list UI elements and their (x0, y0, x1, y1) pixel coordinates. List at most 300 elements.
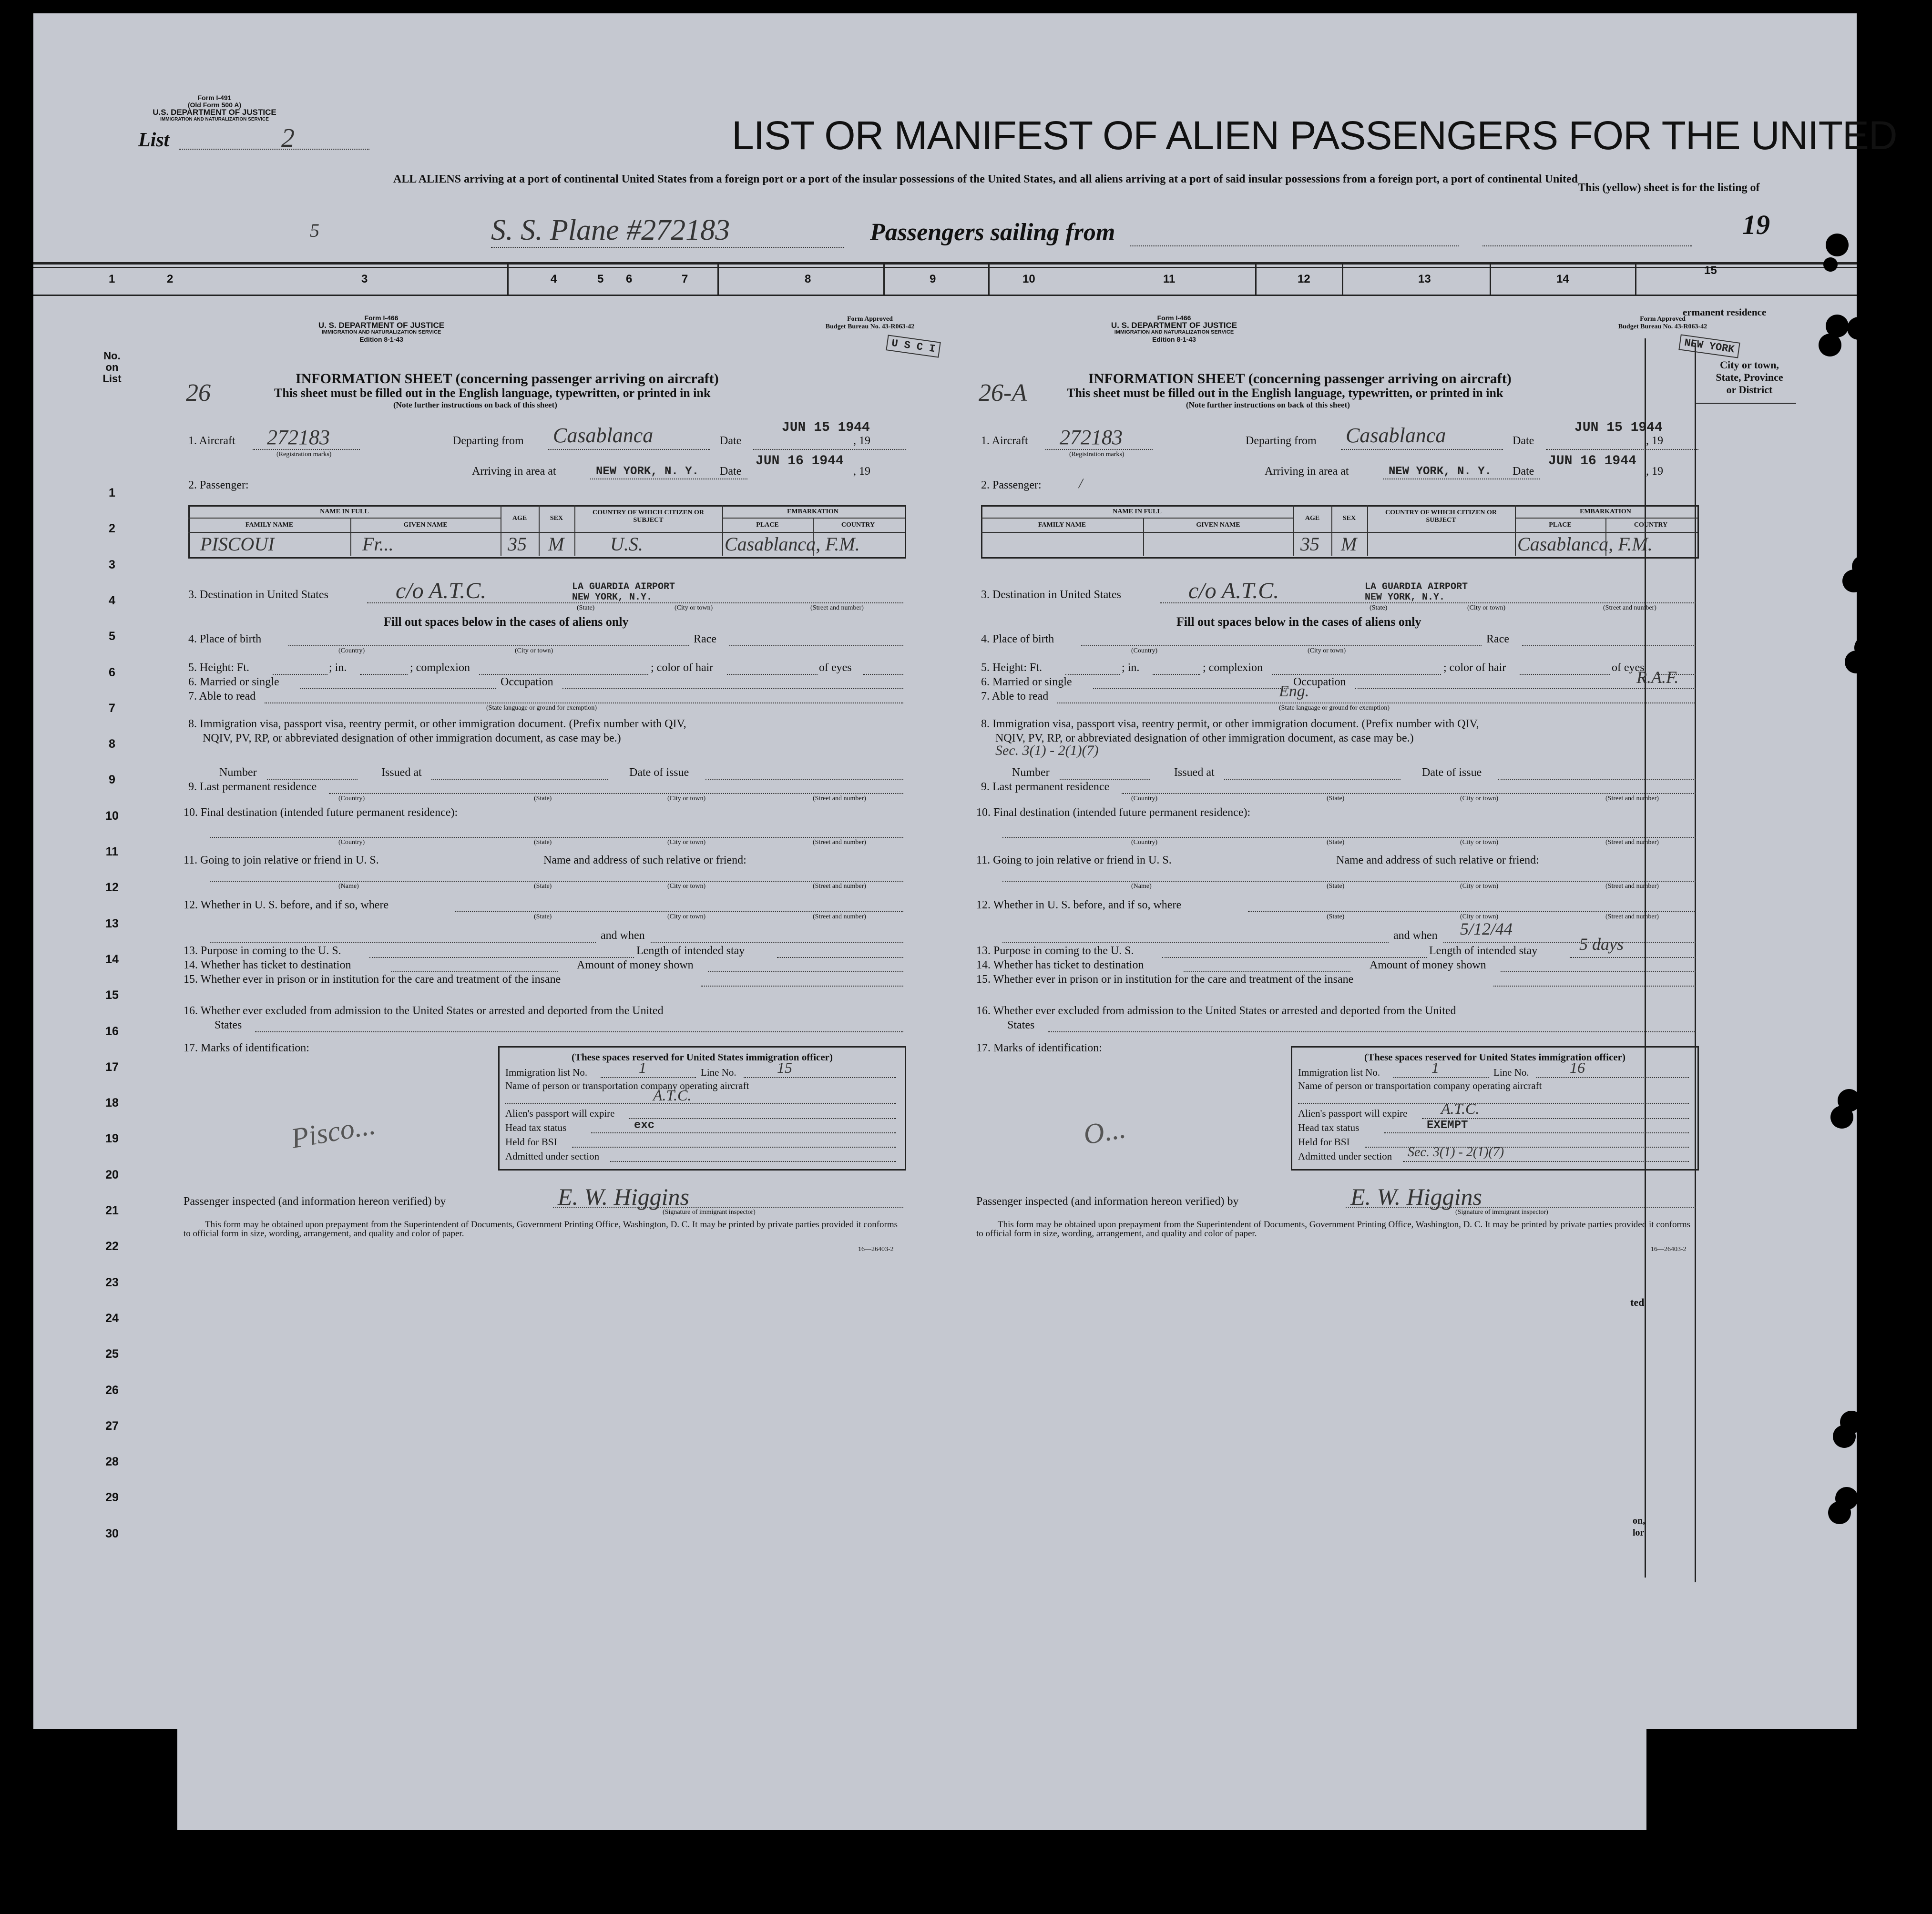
res-caption: (Country) (1131, 795, 1158, 802)
punch-hole (1819, 334, 1841, 356)
row-number: 1 (109, 486, 115, 499)
form-header-line: Form I-466 (1157, 314, 1191, 322)
table-divider (574, 505, 575, 556)
year-suffix: , 19 (853, 435, 870, 447)
form-header-line: Edition 8-1-43 (359, 336, 403, 343)
ticket-line (391, 971, 558, 972)
excluded-label-2: States (1007, 1019, 1035, 1031)
form-header-right (1591, 316, 1734, 331)
money-line (708, 971, 903, 972)
res-caption: (State) (1327, 795, 1345, 802)
aliens-only-heading: Fill out spaces below in the cases of aliens only (384, 615, 629, 629)
col15-sub-line: or District (1726, 384, 1773, 396)
item-line (288, 645, 689, 646)
footer-code: 16—26403-2 (858, 1246, 894, 1253)
column-divider (1342, 265, 1343, 295)
line-no-label: Line No. (701, 1067, 736, 1078)
inspected-label: Passenger inspected (and information hereon verified) by (976, 1195, 1239, 1208)
place-header: PLACE (756, 521, 779, 529)
excluded-label: 16. Whether ever excluded from admission to the United States or arrested and deported from the United (184, 1005, 664, 1017)
dest-caption: (State) (1370, 604, 1388, 611)
item-line (1522, 645, 1696, 646)
passenger-mark: / (1079, 476, 1083, 491)
number-line (267, 779, 358, 780)
row-number: 7 (109, 701, 115, 715)
excluded-label-2: States (215, 1019, 242, 1031)
form-header-line: Form Approved (1640, 316, 1686, 323)
row-number: 21 (105, 1204, 119, 1217)
item-extra: Race (694, 633, 716, 645)
final-line (1002, 837, 1696, 838)
item-label: 4. Place of birth (188, 633, 262, 645)
corner-stamp: U S C I (886, 335, 941, 357)
place-header: PLACE (1549, 521, 1572, 529)
sex-value: M (1341, 533, 1357, 555)
res-caption: (City or town) (667, 795, 706, 802)
column-divider (1255, 265, 1257, 295)
res-caption: (Street and number) (1605, 795, 1659, 802)
column-rule-bottom (33, 295, 1857, 296)
column-number: 7 (682, 273, 688, 285)
row-number: 6 (109, 665, 115, 679)
row-header (98, 350, 126, 385)
issue-date-line (705, 779, 903, 780)
form-header-line: U. S. DEPARTMENT OF JUSTICE (318, 321, 445, 330)
item-line (863, 674, 903, 675)
section-line (610, 1161, 896, 1162)
table-rule (981, 518, 1293, 519)
aircraft-label: 1. Aircraft (981, 435, 1028, 447)
aircraft-value: 272183 (1060, 426, 1123, 449)
given-name-header: GIVEN NAME (1196, 521, 1240, 529)
join-line (210, 881, 903, 882)
prison-label: 15. Whether ever in prison or in institution for the care and treatment of the insane (976, 973, 1354, 986)
prison-label: 15. Whether ever in prison or in institution for the care and treatment of the insane (184, 973, 561, 986)
form-header-line: Form I-466 (364, 314, 399, 322)
issued-label: Issued at (1174, 766, 1215, 779)
punch-hole (1842, 570, 1865, 592)
emb-country-header: COUNTRY (1634, 521, 1668, 529)
arrival-date-label: Date (1513, 465, 1534, 478)
table-rule (188, 518, 501, 519)
signature-scrawl: Pisco... (288, 1109, 378, 1154)
form-title: INFORMATION SHEET (concerning passenger arriving on aircraft) (1088, 371, 1512, 387)
form-header-left (310, 315, 453, 343)
marks-label: 17. Marks of identification: (976, 1042, 1102, 1054)
age-value: 35 (1300, 533, 1319, 555)
column-divider (883, 265, 885, 295)
departing-value: Casablanca (1346, 424, 1446, 447)
row-number: 27 (105, 1419, 119, 1433)
before-caption: (State) (534, 913, 552, 920)
purpose-label: 13. Purpose in coming to the U. S. (976, 945, 1134, 957)
column-number: 5 (597, 273, 604, 285)
col15-header: ermanent residence (1683, 306, 1767, 318)
read-value: Eng. (1279, 682, 1309, 700)
read-caption: (State language or ground for exemption) (1279, 704, 1390, 712)
column-number: 13 (1418, 273, 1431, 285)
punch-hole (1826, 234, 1849, 256)
section-line (1403, 1161, 1689, 1162)
corner-stamp: NEW YORK (1678, 334, 1740, 358)
inspector-caption: (Signature of immigrant inspector) (663, 1209, 756, 1216)
join-caption: (Street and number) (1605, 883, 1659, 890)
res-caption: (Street and number) (813, 839, 866, 846)
column-number: 9 (930, 273, 936, 285)
inspector-signature: E. W. Higgins (558, 1183, 689, 1210)
birth-caption: (City or town) (515, 647, 553, 654)
row-number: 15 (105, 988, 119, 1002)
join-caption: (State) (534, 883, 552, 890)
stay-label: Length of intended stay (636, 945, 745, 957)
punch-hole (1823, 257, 1838, 272)
residence-line (329, 793, 903, 794)
form-id-line: Form I-491 (197, 94, 232, 102)
list-no-value: 1 (1431, 1059, 1439, 1076)
join-caption: (State) (1327, 883, 1345, 890)
before-label: 12. Whether in U. S. before, and if so, where (976, 899, 1182, 911)
table-divider (1331, 505, 1332, 556)
form-header-line: U. S. DEPARTMENT OF JUSTICE (1111, 321, 1237, 330)
res-caption: (State) (534, 839, 552, 846)
occupation-value: R.A.F. (1636, 668, 1679, 687)
destination-stamp: LA GUARDIA AIRPORT (572, 581, 675, 592)
prison-line (1493, 986, 1696, 987)
row-number: 2 (109, 522, 115, 536)
before-caption: (Street and number) (813, 913, 866, 920)
row-number: 16 (105, 1024, 119, 1038)
form-id-line: IMMIGRATION AND NATURALIZATION SERVICE (160, 117, 269, 122)
date-line (753, 449, 906, 450)
row-number: 3 (109, 558, 115, 571)
line-no-line (1536, 1077, 1689, 1078)
reserved-title: (These spaces reserved for United States immigration officer) (1364, 1051, 1625, 1063)
destination-stamp: NEW YORK, N.Y. (1365, 592, 1445, 603)
form-header-line: Form Approved (847, 316, 893, 323)
column-number: 3 (361, 273, 368, 285)
stay-line (777, 957, 903, 958)
res-caption: (Country) (1131, 839, 1158, 846)
birth-caption: (City or town) (1308, 647, 1346, 654)
name-in-full-header: NAME IN FULL (1113, 508, 1162, 515)
before-caption: (City or town) (1460, 913, 1499, 920)
age-header: AGE (512, 515, 527, 522)
form-header-line: IMMIGRATION AND NATURALIZATION SERVICE (1114, 329, 1234, 335)
passport-value: A.T.C. (1441, 1100, 1480, 1117)
year-suffix: , 19 (1646, 465, 1663, 478)
item-line (562, 688, 903, 689)
birth-caption: (Country) (338, 647, 365, 654)
visa-label: 8. Immigration visa, passport visa, reentry permit, or other immigration document. (Prefix number with QIV, (188, 718, 686, 730)
item-extra: of eyes (819, 662, 852, 674)
item-line (729, 645, 903, 646)
final-label: 10. Final destination (intended future permanent residence): (976, 806, 1251, 819)
number-label: Number (1012, 766, 1050, 779)
arriving-label: Arriving in area at (1265, 465, 1349, 478)
date-label: Date (1513, 435, 1534, 447)
form-footer: This form may be obtained upon prepayment from the Superintendent of Documents, Government Printing Office, Washington, D. C. It may be printed by private parties provided it conforms to official form in size, wording, arrangement, and quality and color of paper. (976, 1220, 1691, 1239)
form-instruction: This sheet must be filled out in the English language, typewritten, or printed in ink (274, 386, 711, 400)
res-caption: (Country) (338, 795, 365, 802)
item-line (300, 688, 496, 689)
line-no-label: Line No. (1493, 1067, 1529, 1078)
purpose-line (1162, 957, 1427, 958)
age-header: AGE (1305, 515, 1320, 522)
family-name-value: PISCOUI (200, 533, 275, 555)
destination-handwritten: c/o A.T.C. (396, 578, 487, 603)
column-number: 12 (1298, 273, 1310, 285)
embarkation-header: EMBARKATION (1580, 508, 1631, 515)
year-line (1482, 245, 1692, 246)
before-caption: (Street and number) (1605, 913, 1659, 920)
row-number: 22 (105, 1240, 119, 1253)
tax-label: Head tax status (505, 1122, 567, 1133)
visa-label: 8. Immigration visa, passport visa, reentry permit, or other immigration document. (Prefix number with QIV, (981, 718, 1479, 730)
purpose-line (369, 957, 634, 958)
res-caption: (City or town) (667, 839, 706, 846)
family-name-header: FAMILY NAME (245, 521, 294, 529)
sex-header: SEX (1342, 515, 1356, 522)
section-value: Sec. 3(1) - 2(1)(7) (1408, 1145, 1504, 1160)
column-number: 15 (1704, 264, 1717, 277)
destination-stamp: NEW YORK, N.Y. (572, 592, 653, 603)
sex-header: SEX (550, 515, 563, 522)
and-when-label: and when (1393, 929, 1438, 942)
list-no-line (601, 1077, 696, 1078)
form-header-line: Budget Bureau No. 43-R063-42 (1618, 323, 1707, 330)
embarkation-header: EMBARKATION (787, 508, 838, 515)
information-sheet (181, 314, 982, 1253)
year-suffix: , 19 (1646, 435, 1663, 447)
stray-mark: 5 (310, 220, 319, 241)
form-instruction: This sheet must be filled out in the English language, typewritten, or printed in ink (1067, 386, 1503, 400)
dest-caption: (City or town) (675, 604, 713, 611)
join-caption: (City or town) (667, 883, 706, 890)
passport-label: Alien's passport will expire (505, 1108, 615, 1119)
item-line (727, 674, 818, 675)
visa-value: Sec. 3(1) - 2(1)(7) (995, 743, 1099, 758)
dest-caption: (State) (577, 604, 595, 611)
form-note: (Note further instructions on back of this sheet) (1186, 400, 1350, 409)
issued-line (431, 779, 608, 780)
sailing-line (1130, 245, 1459, 246)
country-header: COUNTRY OF WHICH CITIZEN OR SUBJECT (593, 509, 704, 524)
final-label: 10. Final destination (intended future permanent residence): (184, 806, 458, 819)
item-label: 6. Married or single (981, 676, 1072, 688)
row-number: 23 (105, 1275, 119, 1289)
and-when-line (651, 942, 903, 943)
money-label: Amount of money shown (577, 959, 694, 971)
year-suffix: , 19 (853, 465, 870, 478)
sailing-label: Passengers sailing from (870, 219, 1115, 246)
departing-label: Departing from (1246, 435, 1317, 447)
item-label: 6. Married or single (188, 676, 279, 688)
row-number: 20 (105, 1168, 119, 1181)
arriving-stamp: NEW YORK, N. Y. (596, 465, 699, 478)
vessel-value: S. S. Plane #272183 (491, 214, 730, 246)
operator-line (505, 1103, 896, 1104)
punch-hole (1845, 651, 1868, 673)
join-extra: Name and address of such relative or friend: (1336, 854, 1539, 866)
residence-label: 9. Last permanent residence (188, 781, 317, 793)
item-line (1057, 702, 1696, 703)
row-number: 28 (105, 1455, 119, 1469)
res-caption: (Street and number) (1605, 839, 1659, 846)
and-when-line (1443, 942, 1696, 943)
given-name-value: Fr... (362, 533, 394, 555)
dest-caption: (Street and number) (810, 604, 864, 611)
purpose-label: 13. Purpose in coming to the U. S. (184, 945, 341, 957)
row-number: 8 (109, 737, 115, 751)
form-header-left (1103, 315, 1246, 343)
item-label: 7. Able to read (188, 690, 256, 702)
arrival-date-stamp: JUN 16 1944 (1548, 454, 1636, 468)
row-header-line: on (105, 361, 119, 373)
row-number: 24 (105, 1311, 119, 1325)
item-label: 5. Height: Ft. (981, 662, 1043, 674)
manifest-title: LIST OR MANIFEST OF ALIEN PASSENGERS FOR THE UNITED (732, 113, 1897, 158)
row-header-line: No. (103, 350, 121, 362)
item-label: 7. Able to read (981, 690, 1049, 702)
col15-sub-line: State, Province (1716, 371, 1783, 383)
aliens-only-heading: Fill out spaces below in the cases of aliens only (1176, 615, 1421, 629)
list-no-label: Immigration list No. (505, 1067, 588, 1078)
join-caption: (Street and number) (813, 883, 866, 890)
join-line (1002, 881, 1696, 882)
column-divider (507, 265, 509, 295)
res-caption: (Country) (338, 839, 365, 846)
punch-hole (1830, 1106, 1853, 1129)
emb-country-header: COUNTRY (841, 521, 875, 529)
information-sheet (974, 314, 1775, 1253)
item-line (273, 674, 327, 675)
res-caption: (Street and number) (813, 795, 866, 802)
footer-code: 16—26403-2 (1651, 1246, 1687, 1253)
passenger-label: 2. Passenger: (188, 479, 249, 491)
departing-line (1341, 449, 1503, 450)
before-label: 12. Whether in U. S. before, and if so, where (184, 899, 389, 911)
visa-label-2: NQIV, PV, RP, or abbreviated designation of other immigration document, as case may be.) (995, 732, 1414, 744)
money-line (1501, 971, 1696, 972)
column-divider (1635, 265, 1636, 295)
item-line (360, 674, 408, 675)
res-caption: (State) (1327, 839, 1345, 846)
column-number: 10 (1022, 273, 1035, 285)
issued-line (1224, 779, 1400, 780)
dest-caption: (City or town) (1467, 604, 1506, 611)
item-extra: ; color of hair (651, 662, 714, 674)
res-caption: (City or town) (1460, 795, 1499, 802)
item-extra: of eyes (1612, 662, 1645, 674)
family-name-header: FAMILY NAME (1038, 521, 1086, 529)
row-number: 5 (109, 630, 115, 643)
tax-label: Head tax status (1298, 1122, 1360, 1133)
before-line (1248, 911, 1696, 912)
item-line (1272, 674, 1441, 675)
issue-date-label: Date of issue (1422, 766, 1482, 779)
operator-value: A.T.C. (653, 1087, 692, 1104)
join-label: 11. Going to join relative or friend in U. S. (976, 854, 1172, 866)
issue-date-label: Date of issue (629, 766, 689, 779)
list-no-line (1393, 1077, 1489, 1078)
form-note: (Note further instructions on back of this sheet) (393, 400, 557, 409)
item-line (1081, 645, 1482, 646)
right-fragment: on, (1633, 1516, 1646, 1526)
aircraft-label: 1. Aircraft (188, 435, 235, 447)
ticket-label: 14. Whether has ticket to destination (976, 959, 1144, 971)
place-value: Casablanca, F.M. (1517, 533, 1653, 555)
row-number: 17 (105, 1060, 119, 1074)
tax-value: exc (634, 1119, 655, 1132)
operator-label: Name of person or transportation company operating aircraft (505, 1080, 749, 1091)
column-number: 4 (551, 273, 557, 285)
section-label: Admitted under section (505, 1150, 600, 1162)
place-value: Casablanca, F.M. (725, 533, 860, 555)
right-fragment: ted (1630, 1296, 1645, 1308)
destination-label: 3. Destination in United States (981, 589, 1121, 601)
line-no-value: 16 (1570, 1059, 1585, 1076)
sheet-number: 26 (186, 379, 211, 407)
before-line-2 (1002, 942, 1389, 943)
stay-label: Length of intended stay (1429, 945, 1538, 957)
sheet-number: 26-A (979, 379, 1027, 407)
citizen-value: U.S. (610, 533, 643, 555)
number-label: Number (219, 766, 257, 779)
item-extra: ; in. (329, 662, 347, 674)
item-line (1153, 674, 1200, 675)
item-line (1093, 688, 1288, 689)
column-number: 2 (167, 273, 174, 285)
passport-line (629, 1118, 896, 1119)
inspector-signature: E. W. Higgins (1350, 1183, 1482, 1210)
manifest-form-id (124, 94, 305, 123)
row-number: 25 (105, 1347, 119, 1361)
date-line (1546, 449, 1698, 450)
col15-sub-line: City or town, (1720, 359, 1779, 371)
line-no-value: 15 (777, 1059, 792, 1076)
aircraft-value: 272183 (267, 426, 330, 449)
row-number: 18 (105, 1096, 119, 1110)
row-number: 9 (109, 773, 115, 787)
country-header: COUNTRY OF WHICH CITIZEN OR SUBJECT (1385, 509, 1497, 524)
operator-line (1298, 1103, 1689, 1104)
join-caption: (Name) (1131, 883, 1152, 890)
form-title: INFORMATION SHEET (concerning passenger arriving on aircraft) (296, 371, 719, 387)
item-extra: Occupation (501, 676, 553, 688)
item-extra: ; complexion (410, 662, 470, 674)
form-id-line: (Old Form 500 A) (187, 101, 242, 109)
residence-label: 9. Last permanent residence (981, 781, 1110, 793)
column-number: 6 (626, 273, 633, 285)
column-number: 14 (1556, 273, 1569, 285)
final-line (210, 837, 903, 838)
before-caption: (State) (1327, 913, 1345, 920)
ticket-label: 14. Whether has ticket to destination (184, 959, 351, 971)
item-extra: ; in. (1122, 662, 1140, 674)
marks-label: 17. Marks of identification: (184, 1042, 309, 1054)
table-divider (1367, 505, 1368, 556)
row-number: 12 (105, 881, 119, 895)
passenger-label: 2. Passenger: (981, 479, 1042, 491)
inspected-label: Passenger inspected (and information hereon verified) by (184, 1195, 446, 1208)
dest-caption: (Street and number) (1603, 604, 1656, 611)
column-rule-top-2 (33, 267, 1857, 268)
row-number: 11 (105, 845, 119, 858)
list-label: List (138, 129, 170, 151)
birth-caption: (Country) (1131, 647, 1158, 654)
table-divider (1293, 505, 1294, 556)
item-label: 5. Height: Ft. (188, 662, 250, 674)
